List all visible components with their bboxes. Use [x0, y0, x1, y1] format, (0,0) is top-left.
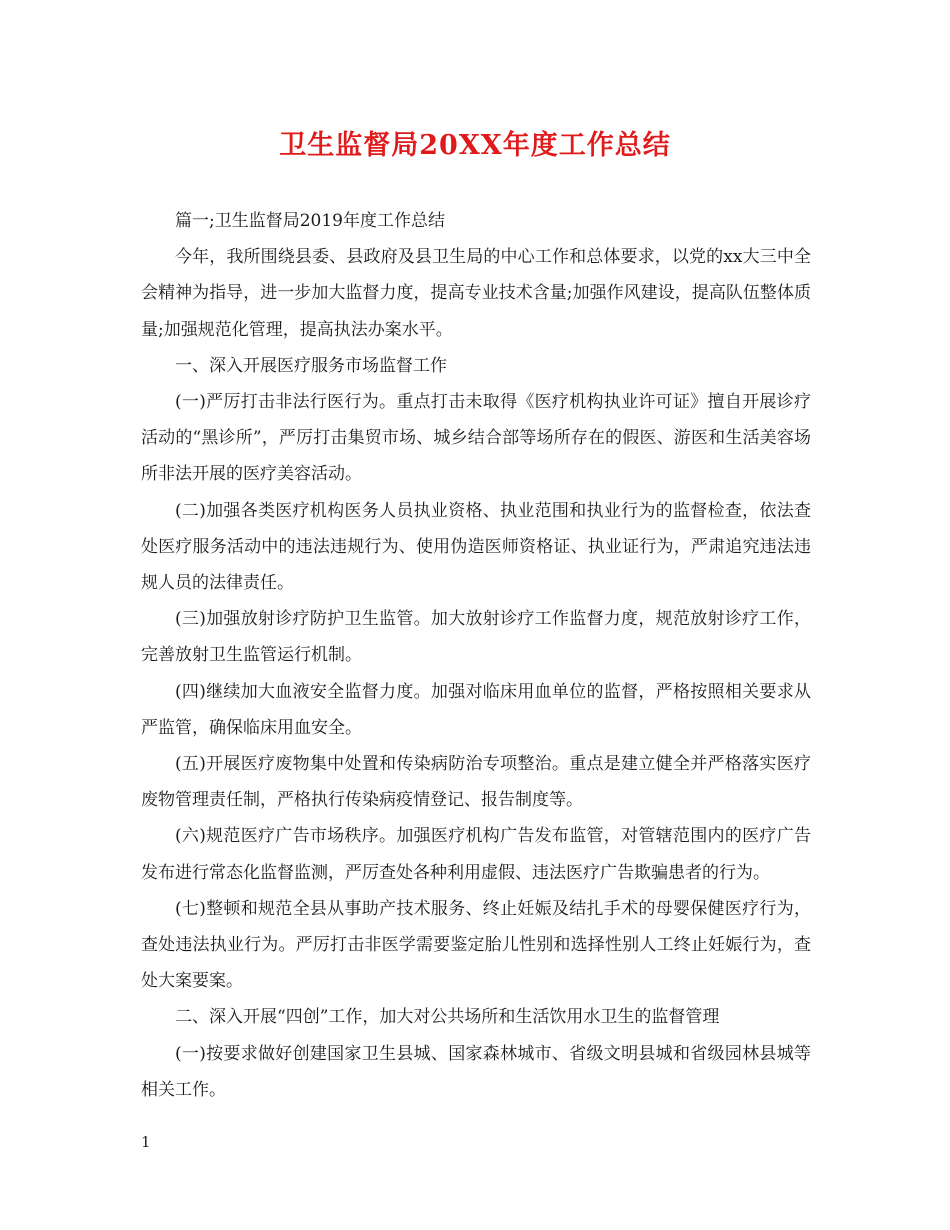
- paragraph-item-1: (一)严厉打击非法行医行为。重点打击未取得《医疗机构执业许可证》擅自开展诊疗活动的“黑诊所”，严厉打击集贸市场、城乡结合部等场所存在的假医、游医和生活美容场所非法开展的医疗美容活动。: [141, 392, 811, 485]
- section-heading-2: 二、深入开展“四创”工作，加大对公共场所和生活饮用水卫生的监督管理: [175, 1007, 720, 1028]
- page-number: 1: [141, 1133, 151, 1151]
- document-title: 卫生监督局20XX年度工作总结: [279, 130, 671, 161]
- document-body: [141, 203, 811, 1108]
- paragraph-intro: 今年，我所围绕县委、县政府及县卫生局的中心工作和总体要求，以党的xx大三中全会精神为指导，进一步加大监督力度，提高专业技术含量;加强作风建设，提高队伍整体质量;加强规范化管理，提高执法办案水平。: [141, 247, 811, 340]
- section-heading-1: 一、深入开展医疗服务市场监督工作: [175, 355, 447, 376]
- paragraph-item-6: (六)规范医疗广告市场秩序。加强医疗机构广告发布监管，对管辖范围内的医疗广告发布进行常态化监督监测，严厉查处各种利用虚假、违法医疗广告欺骗患者的行为。: [141, 826, 811, 883]
- paragraph-item-3: (三)加强放射诊疗防护卫生监管。加大放射诊疗工作监督力度，规范放射诊疗工作，完善放射卫生监管运行机制。: [141, 609, 811, 666]
- paragraph-subtitle: 篇一;卫生监督局2019年度工作总结: [175, 211, 445, 231]
- paragraph-item-5: (五)开展医疗废物集中处置和传染病防治专项整治。重点是建立健全并严格落实医疗废物管理责任制，严格执行传染病疫情登记、报告制度等。: [141, 754, 811, 811]
- paragraph-item-8: (一)按要求做好创建国家卫生县城、国家森林城市、省级文明县城和省级园林县城等相关工作。: [141, 1043, 811, 1100]
- paragraph-item-2: (二)加强各类医疗机构医务人员执业资格、执业范围和执业行为的监督检查，依法查处医疗服务活动中的违法违规行为、使用伪造医师资格证、执业证行为，严肃追究违法违规人员的法律责任。: [141, 500, 811, 594]
- paragraph-item-4: (四)继续加大血液安全监督力度。加强对临床用血单位的监督，严格按照相关要求从严监管，确保临床用血安全。: [141, 681, 811, 738]
- paragraph-item-7: (七)整顿和规范全县从事助产技术服务、终止妊娠及结扎手术的母婴保健医疗行为，查处违法执业行为。严厉打击非医学需要鉴定胎儿性别和选择性别人工终止妊娠行为，查处大案要案。: [141, 898, 811, 992]
